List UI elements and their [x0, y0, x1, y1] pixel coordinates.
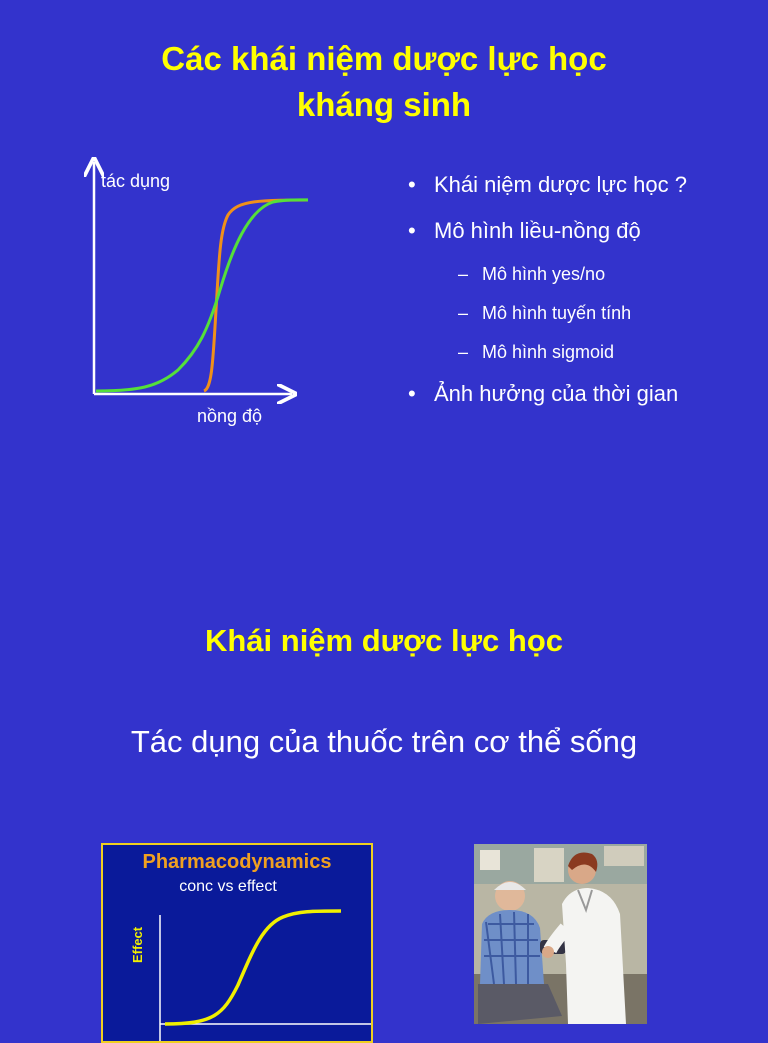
- slide-1: [0, 0, 768, 512]
- bullet-text: Ảnh hưởng của thời gian: [434, 381, 679, 406]
- slide-title: [0, 36, 768, 128]
- gradual-curve: [96, 200, 308, 391]
- bullet-item: [408, 170, 758, 200]
- pd-curve: [165, 911, 341, 1024]
- sub-bullet-item: [408, 301, 758, 325]
- pd-subtitle: conc vs effect: [179, 878, 277, 895]
- sub-bullet-text: Mô hình yes/no: [482, 264, 606, 284]
- slide-2: [0, 512, 768, 1024]
- doctor-patient-photo: [474, 844, 647, 1024]
- pd-y-label: Effect: [130, 926, 145, 963]
- title-line-2: kháng sinh: [296, 86, 472, 123]
- sub-bullet-item: [408, 340, 758, 364]
- title-line-1: Các khái niệm dược lực học: [161, 40, 607, 77]
- pharmacodynamics-figure: [101, 843, 373, 1043]
- slide-title: Khái niệm dược lực học: [204, 623, 564, 658]
- bullet-item: [408, 216, 758, 246]
- slide-subtitle: Tác dụng của thuốc trên cơ thể sống: [130, 724, 638, 759]
- bullet-mark: •: [408, 172, 416, 197]
- bullet-text: Mô hình liều-nồng độ: [434, 218, 641, 243]
- graph-x-label: nồng độ: [197, 406, 263, 426]
- sub-bullet-text: Mô hình tuyến tính: [482, 303, 632, 323]
- sub-bullet-text: Mô hình sigmoid: [482, 342, 615, 362]
- sub-bullet-item: [408, 262, 758, 286]
- bullet-mark: •: [408, 381, 416, 406]
- sub-bullet-mark: –: [458, 342, 469, 362]
- sub-bullet-mark: –: [458, 264, 469, 284]
- bullet-item: [408, 379, 758, 409]
- bullet-text: Khái niệm dược lực học ?: [434, 172, 687, 197]
- photo-illustration: [474, 844, 647, 1024]
- pd-title: Pharmacodynamics: [142, 851, 332, 873]
- sub-bullet-mark: –: [458, 303, 469, 323]
- bullet-mark: •: [408, 218, 416, 243]
- bullet-list: [408, 170, 758, 425]
- graph-y-label: tác dụng: [101, 171, 171, 191]
